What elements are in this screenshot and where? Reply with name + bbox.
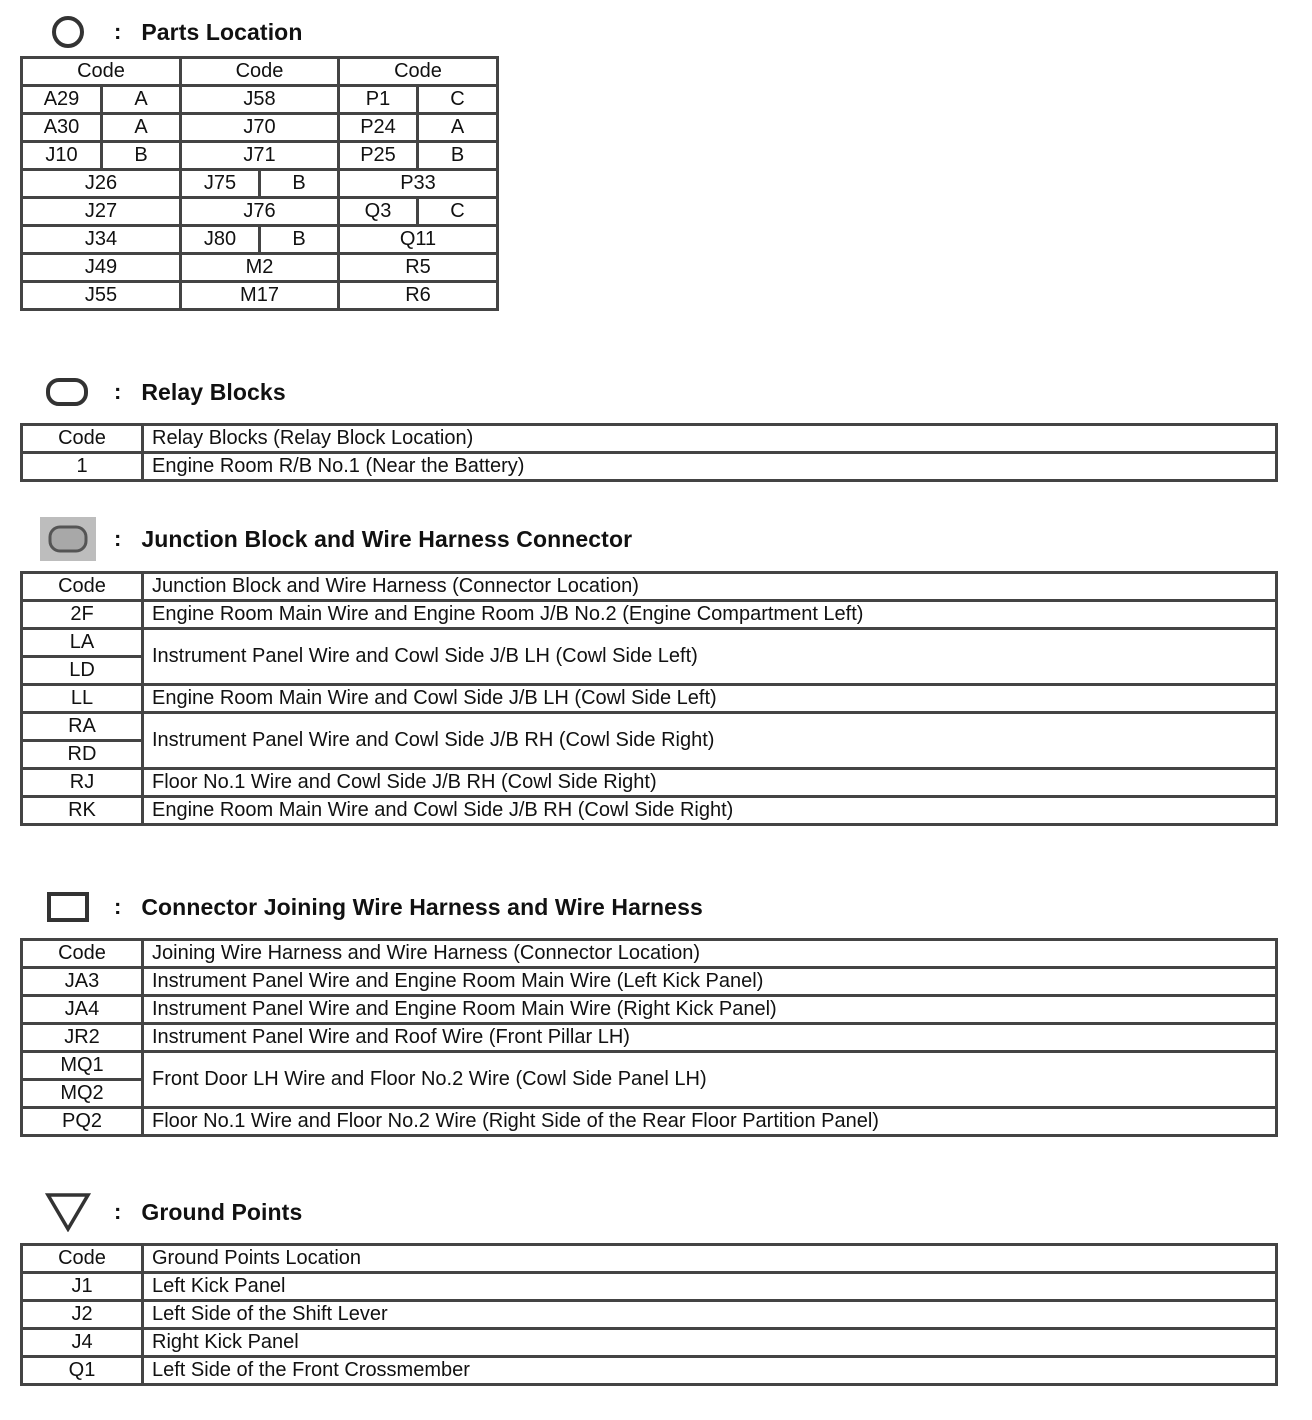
ground-code: J1 (22, 1273, 143, 1301)
table-row (22, 996, 1277, 1024)
triangle-down-icon (40, 1194, 96, 1230)
table-row (22, 198, 498, 226)
connector-description: Instrument Panel Wire and Engine Room Main Wire (Left Kick Panel) (143, 968, 1277, 996)
table-row (22, 170, 498, 198)
part-location-letter: A (102, 86, 181, 114)
table-row (22, 1329, 1277, 1357)
part-code: R5 (339, 254, 498, 282)
connector-code: RA (22, 713, 143, 741)
circle-icon (40, 14, 96, 50)
part-code: M17 (181, 282, 339, 310)
connector-code: 2F (22, 601, 143, 629)
section-title: Ground Points (141, 1198, 303, 1225)
part-code: J76 (181, 198, 339, 226)
ground-code: J4 (22, 1329, 143, 1357)
ground-points-heading (40, 1192, 302, 1232)
part-code: J58 (181, 86, 339, 114)
part-code: J71 (181, 142, 339, 170)
column-header: Code (181, 58, 339, 86)
table-row (22, 226, 498, 254)
connector-description: Instrument Panel Wire and Roof Wire (Front Pillar LH) (143, 1024, 1277, 1052)
connector-description: Front Door LH Wire and Floor No.2 Wire (Cowl Side Panel LH) (143, 1052, 1277, 1108)
table-row (22, 114, 498, 142)
table-row (22, 142, 498, 170)
rounded-rect-icon (40, 374, 96, 410)
connector-code: RJ (22, 769, 143, 797)
connector-code: JA4 (22, 996, 143, 1024)
part-code: Q11 (339, 226, 498, 254)
table-row (22, 1024, 1277, 1052)
part-code: J27 (22, 198, 181, 226)
connector-description: Floor No.1 Wire and Floor No.2 Wire (Right Side of the Rear Floor Partition Panel) (143, 1108, 1277, 1136)
column-header: Code (22, 1245, 143, 1273)
connector-joining-heading (40, 887, 703, 927)
part-location-letter: C (418, 198, 498, 226)
part-location-letter: B (418, 142, 498, 170)
column-header: Code (22, 940, 143, 968)
part-code: J80 (181, 226, 260, 254)
part-code: J70 (181, 114, 339, 142)
connector-code: MQ2 (22, 1080, 143, 1108)
table-row (22, 629, 1277, 657)
connector-code: RD (22, 741, 143, 769)
table-row (22, 1273, 1277, 1301)
table-row (22, 1052, 1277, 1080)
relay-blocks-table (20, 423, 1278, 482)
part-code: J55 (22, 282, 181, 310)
column-header: Code (22, 573, 143, 601)
connector-description: Engine Room Main Wire and Engine Room J/B No.2 (Engine Compartment Left) (143, 601, 1277, 629)
part-code: P25 (339, 142, 418, 170)
table-row (22, 86, 498, 114)
relay-description: Engine Room R/B No.1 (Near the Battery) (143, 453, 1277, 481)
ground-description: Right Kick Panel (143, 1329, 1277, 1357)
connector-code: LD (22, 657, 143, 685)
ground-description: Left Side of the Front Crossmember (143, 1357, 1277, 1385)
part-code: J34 (22, 226, 181, 254)
table-row (22, 601, 1277, 629)
junction-block-heading (40, 519, 632, 559)
ground-points-table (20, 1243, 1278, 1386)
section-title: Junction Block and Wire Harness Connector (141, 525, 633, 552)
heading-colon: : (114, 19, 122, 44)
connector-code: LA (22, 629, 143, 657)
parts-location-table (20, 56, 499, 311)
table-row (22, 713, 1277, 741)
table-row (22, 769, 1277, 797)
section-title: Connector Joining Wire Harness and Wire Harness (141, 893, 703, 920)
connector-code: LL (22, 685, 143, 713)
table-row (22, 254, 498, 282)
heading-colon: : (114, 1199, 122, 1224)
part-code: Q3 (339, 198, 418, 226)
table-row (22, 453, 1277, 481)
ground-code: Q1 (22, 1357, 143, 1385)
column-header: Code (22, 58, 181, 86)
part-location-letter: B (260, 226, 339, 254)
part-location-letter: B (102, 142, 181, 170)
connector-code: RK (22, 797, 143, 825)
part-code: A29 (22, 86, 102, 114)
connector-description: Engine Room Main Wire and Cowl Side J/B RH (Cowl Side Right) (143, 797, 1277, 825)
part-code: A30 (22, 114, 102, 142)
table-row (22, 968, 1277, 996)
column-header: Code (339, 58, 498, 86)
connector-code: JR2 (22, 1024, 143, 1052)
heading-colon: : (114, 526, 122, 551)
section-title: Relay Blocks (141, 378, 286, 405)
table-header-row (22, 940, 1277, 968)
part-code: P24 (339, 114, 418, 142)
table-header-row (22, 425, 1277, 453)
table-header-row (22, 573, 1277, 601)
table-row (22, 797, 1277, 825)
relay-code: 1 (22, 453, 143, 481)
part-code: M2 (181, 254, 339, 282)
column-header: Relay Blocks (Relay Block Location) (143, 425, 1277, 453)
connector-code: JA3 (22, 968, 143, 996)
table-header-row (22, 58, 498, 86)
part-code: P33 (339, 170, 498, 198)
part-location-letter: A (418, 114, 498, 142)
part-code: R6 (339, 282, 498, 310)
table-row (22, 282, 498, 310)
column-header: Ground Points Location (143, 1245, 1277, 1273)
table-row (22, 1301, 1277, 1329)
ground-description: Left Side of the Shift Lever (143, 1301, 1277, 1329)
table-row (22, 1108, 1277, 1136)
connector-description: Instrument Panel Wire and Cowl Side J/B LH (Cowl Side Left) (143, 629, 1277, 685)
column-header: Joining Wire Harness and Wire Harness (Connector Location) (143, 940, 1277, 968)
connector-joining-table (20, 938, 1278, 1137)
part-code: J49 (22, 254, 181, 282)
part-code: J75 (181, 170, 260, 198)
table-row (22, 685, 1277, 713)
heading-colon: : (114, 379, 122, 404)
column-header: Code (22, 425, 143, 453)
parts-location-heading (40, 12, 302, 52)
junction-block-table (20, 571, 1278, 826)
ground-code: J2 (22, 1301, 143, 1329)
heading-colon: : (114, 894, 122, 919)
connector-description: Instrument Panel Wire and Cowl Side J/B RH (Cowl Side Right) (143, 713, 1277, 769)
part-code: J10 (22, 142, 102, 170)
connector-code: PQ2 (22, 1108, 143, 1136)
square-icon (40, 889, 96, 925)
connector-description: Engine Room Main Wire and Cowl Side J/B LH (Cowl Side Left) (143, 685, 1277, 713)
part-code: J26 (22, 170, 181, 198)
column-header: Junction Block and Wire Harness (Connector Location) (143, 573, 1277, 601)
part-location-letter: C (418, 86, 498, 114)
relay-blocks-heading (40, 372, 286, 412)
part-code: P1 (339, 86, 418, 114)
part-location-letter: A (102, 114, 181, 142)
shaded-rounded-rect-icon (40, 521, 96, 557)
table-header-row (22, 1245, 1277, 1273)
part-location-letter: B (260, 170, 339, 198)
ground-description: Left Kick Panel (143, 1273, 1277, 1301)
table-row (22, 1357, 1277, 1385)
connector-description: Floor No.1 Wire and Cowl Side J/B RH (Cowl Side Right) (143, 769, 1277, 797)
connector-description: Instrument Panel Wire and Engine Room Main Wire (Right Kick Panel) (143, 996, 1277, 1024)
section-title: Parts Location (141, 18, 303, 45)
connector-code: MQ1 (22, 1052, 143, 1080)
